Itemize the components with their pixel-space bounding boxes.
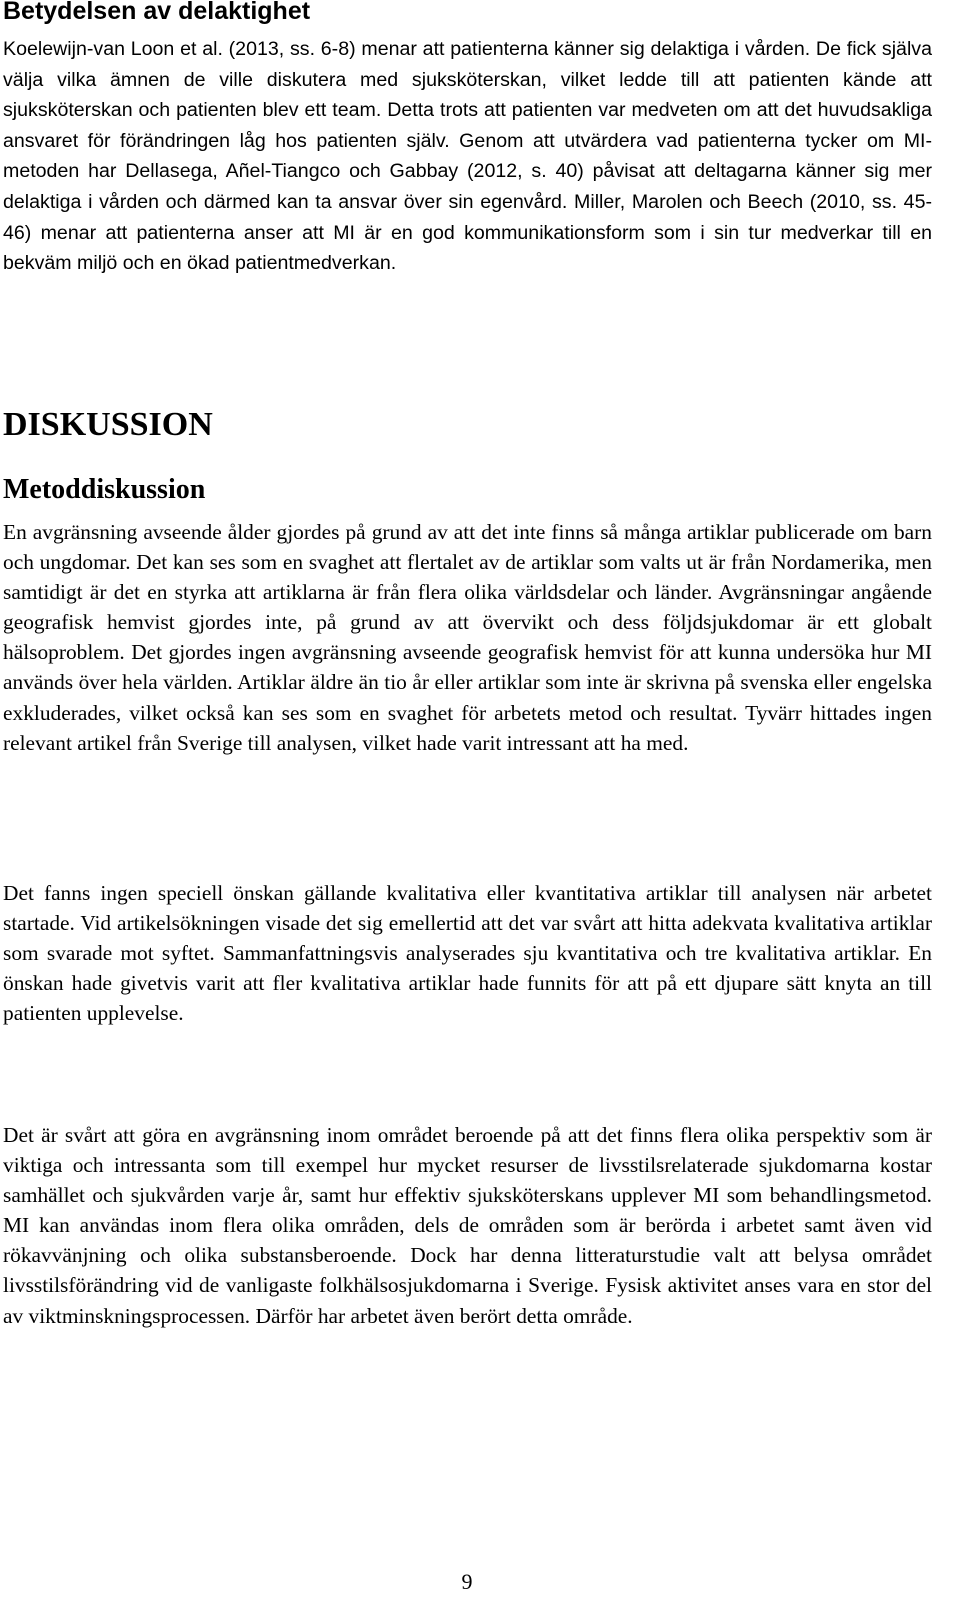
- paragraph-delaktighet: Koelewijn-van Loon et al. (2013, ss. 6-8) menar att patienterna känner sig delaktiga i vården. De fick själva välja vilka ämnen de ville diskutera med sjuksköterskan, vilket ledde till att patienten kände att sjuksköterskan och patienten blev ett team. Detta trots att patienten var medveten om att det huvudsakliga ansvaret för förändringen låg hos patienten själv. Genom att utvärdera vad patienterna tycker om MI-metoden har Dellasega, Añel-Tiangco och Gabbay (2012, s. 40) påvisat att deltagarna känner sig mer delaktiga i vården och därmed kan ta ansvar över sin egenvård. Miller, Marolen och Beech (2010, ss. 45-46) menar att patienterna anser att MI är en god kommunikationsform som i sin tur medverkar till en bekväm miljö och en ökad patientmedverkan.: [3, 38, 932, 275]
- paragraph-artiklar: Det fanns ingen speciell önskan gällande kvalitativa eller kvantitativa artiklar till analysen när arbetet startade. Vid artikelsökningen visade det sig emellertid att det var svårt att hitta adekvata kvalitativa artiklar som svarade mot syftet. Sammanfattningsvis analyserades sju kvantitativa och tre kvalitativa artiklar. En önskan hade givetvis varit att fler kvalitativa artiklar hade funnits för att på ett djupare sätt knyta an till patienten upplevelse.: [3, 881, 932, 1026]
- paragraph-avgransning: En avgränsning avseende ålder gjordes på grund av att det inte finns så många artiklar publicerade om barn och ungdomar. Det kan ses som en svaghet att flertalet av de artiklar som valts ut är från Nordamerika, men samtidigt är det en styrka att artiklarna är från flera olika världsdelar och länder. Avgränsningar angående geografisk hemvist gjordes inte, på grund av att övervikt och dess följdsjukdomar är ett globalt hälsoproblem. Det gjordes ingen avgränsning avseende geografisk hemvist för att kunna undersöka hur MI används över hela världen. Artiklar äldre än tio år eller artiklar som inte är skrivna på svenska eller engelska exkluderades, vilket också kan ses som en svaghet för arbetets metod och resultat. Tyvärr hittades ingen relevant artikel från Sverige till analysen, vilket hade varit intressant att ha med.: [3, 520, 932, 755]
- heading-diskussion: DISKUSSION: [3, 406, 213, 443]
- heading-metoddiskussion: Metoddiskussion: [3, 474, 206, 505]
- section-heading: Betydelsen av delaktighet: [3, 0, 311, 25]
- paragraph-perspektiv: Det är svårt att göra en avgränsning inom området beroende på att det finns flera olika perspektiv som är viktiga och intressanta som till exempel hur mycket resurser de livsstilsrelaterade sjukdomarna kostar samhället och sjukvården varje år, samt hur effektiv sjuksköterskans upplever MI som behandlingsmetod. MI kan användas inom flera olika områden, dels de områden som är berörda i arbetet samt även vid rökavvänjning och olika substansberoende. Dock har denna litteraturstudie valt att belysa området livsstilsförändring vid de vanligaste folkhälsosjukdomarna i Sverige. Fysisk aktivitet anses vara en stor del av viktminskningsprocessen. Därför har arbetet även berört detta område.: [3, 1123, 932, 1328]
- page-number: 9: [461, 1569, 473, 1594]
